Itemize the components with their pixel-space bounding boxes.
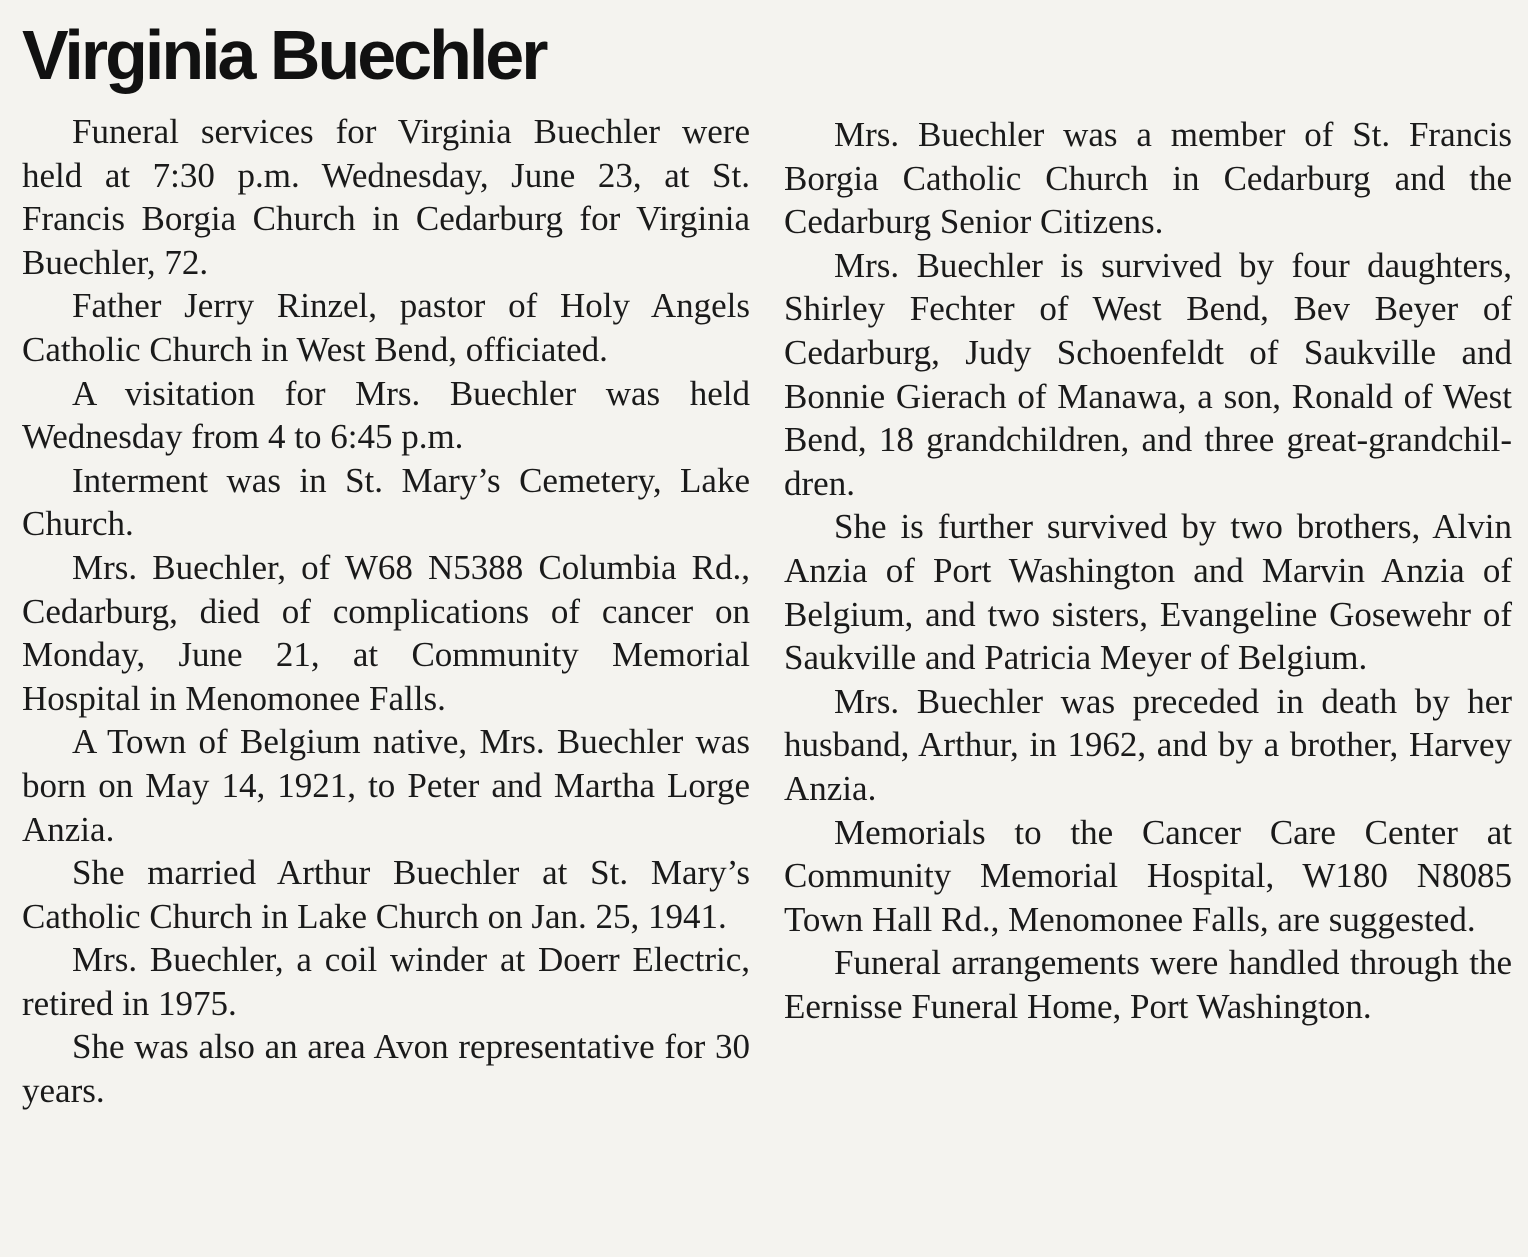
paragraph-funeral-services: Funeral services for Virginia Buechler were held at 7:30 p.m. Wednesday, June 23, at St. Francis Borgia Church in Cedarburg for Virginia Buechler, 72. (22, 112, 750, 282)
paragraph-interment: Interment was in St. Mary’s Cemetery, Lake Church. (22, 460, 750, 544)
paragraph-visitation: A visitation for Mrs. Buechler was held Wednesday from 4 to 6:45 p.m. (22, 373, 750, 457)
left-column (22, 110, 750, 1113)
paragraph-arrangements: Funeral arrangements were handled through the Eernisse Funeral Home, Port Washington. (784, 943, 1512, 1026)
paragraph-memorials: Memorials to the Cancer Care Center at Community Memorial Hospital, W180 N8085 Town Hall Rd., Menomonee Falls, are suggested. (784, 812, 1512, 939)
right-column (784, 113, 1512, 1028)
paragraph-marriage: She married Arthur Buechler at St. Mary’s Catholic Church in Lake Church on Jan. 25, 1941. (22, 853, 750, 936)
obituary-headline: Virginia Buechler (22, 16, 546, 94)
paragraph-preceded-in-death: Mrs. Buechler was preceded in death by her husband, Arthur, in 1962, and by a brother, Harvey Anzia. (784, 681, 1512, 808)
paragraph-survivors-children: Mrs. Buechler is survived by four daughters, Shirley Fechter of West Bend, Bev Beyer of Cedarburg, Judy Schoenfeldt of Saukville and Bonnie Gierach of Manawa, a son, Ronald of West Bend, 18 grandchildren, and three great-grandchildren. (784, 245, 1512, 503)
paragraph-avon: She was also an area Avon representative for 30 years. (22, 1027, 750, 1111)
paragraph-officiant: Father Jerry Rinzel, pastor of Holy Angels Catholic Church in West Bend, officiated. (22, 286, 750, 369)
paragraph-birth: A Town of Belgium native, Mrs. Buechler was born on May 14, 1921, to Peter and Martha Lorge Anzia. (22, 722, 750, 849)
paragraph-survivors-siblings: She is further survived by two brothers, Alvin Anzia of Port Washington and Marvin Anzia of Belgium, and two sisters, Evangeline Gosewehr of Saukville and Patricia Meyer of Belgium. (784, 507, 1512, 678)
paragraph-death: Mrs. Buechler, of W68 N5388 Columbia Rd., Cedarburg, died of complications of cancer on Monday, June 21, at Community Memorial Hospital in Menomonee Falls. (22, 547, 750, 718)
paragraph-church-membership: Mrs. Buechler was a member of St. Francis Borgia Catholic Church in Cedarburg and the Cedarburg Senior Citizens. (784, 115, 1512, 242)
paragraph-career: Mrs. Buechler, a coil winder at Doerr Electric, retired in 1975. (22, 940, 750, 1023)
